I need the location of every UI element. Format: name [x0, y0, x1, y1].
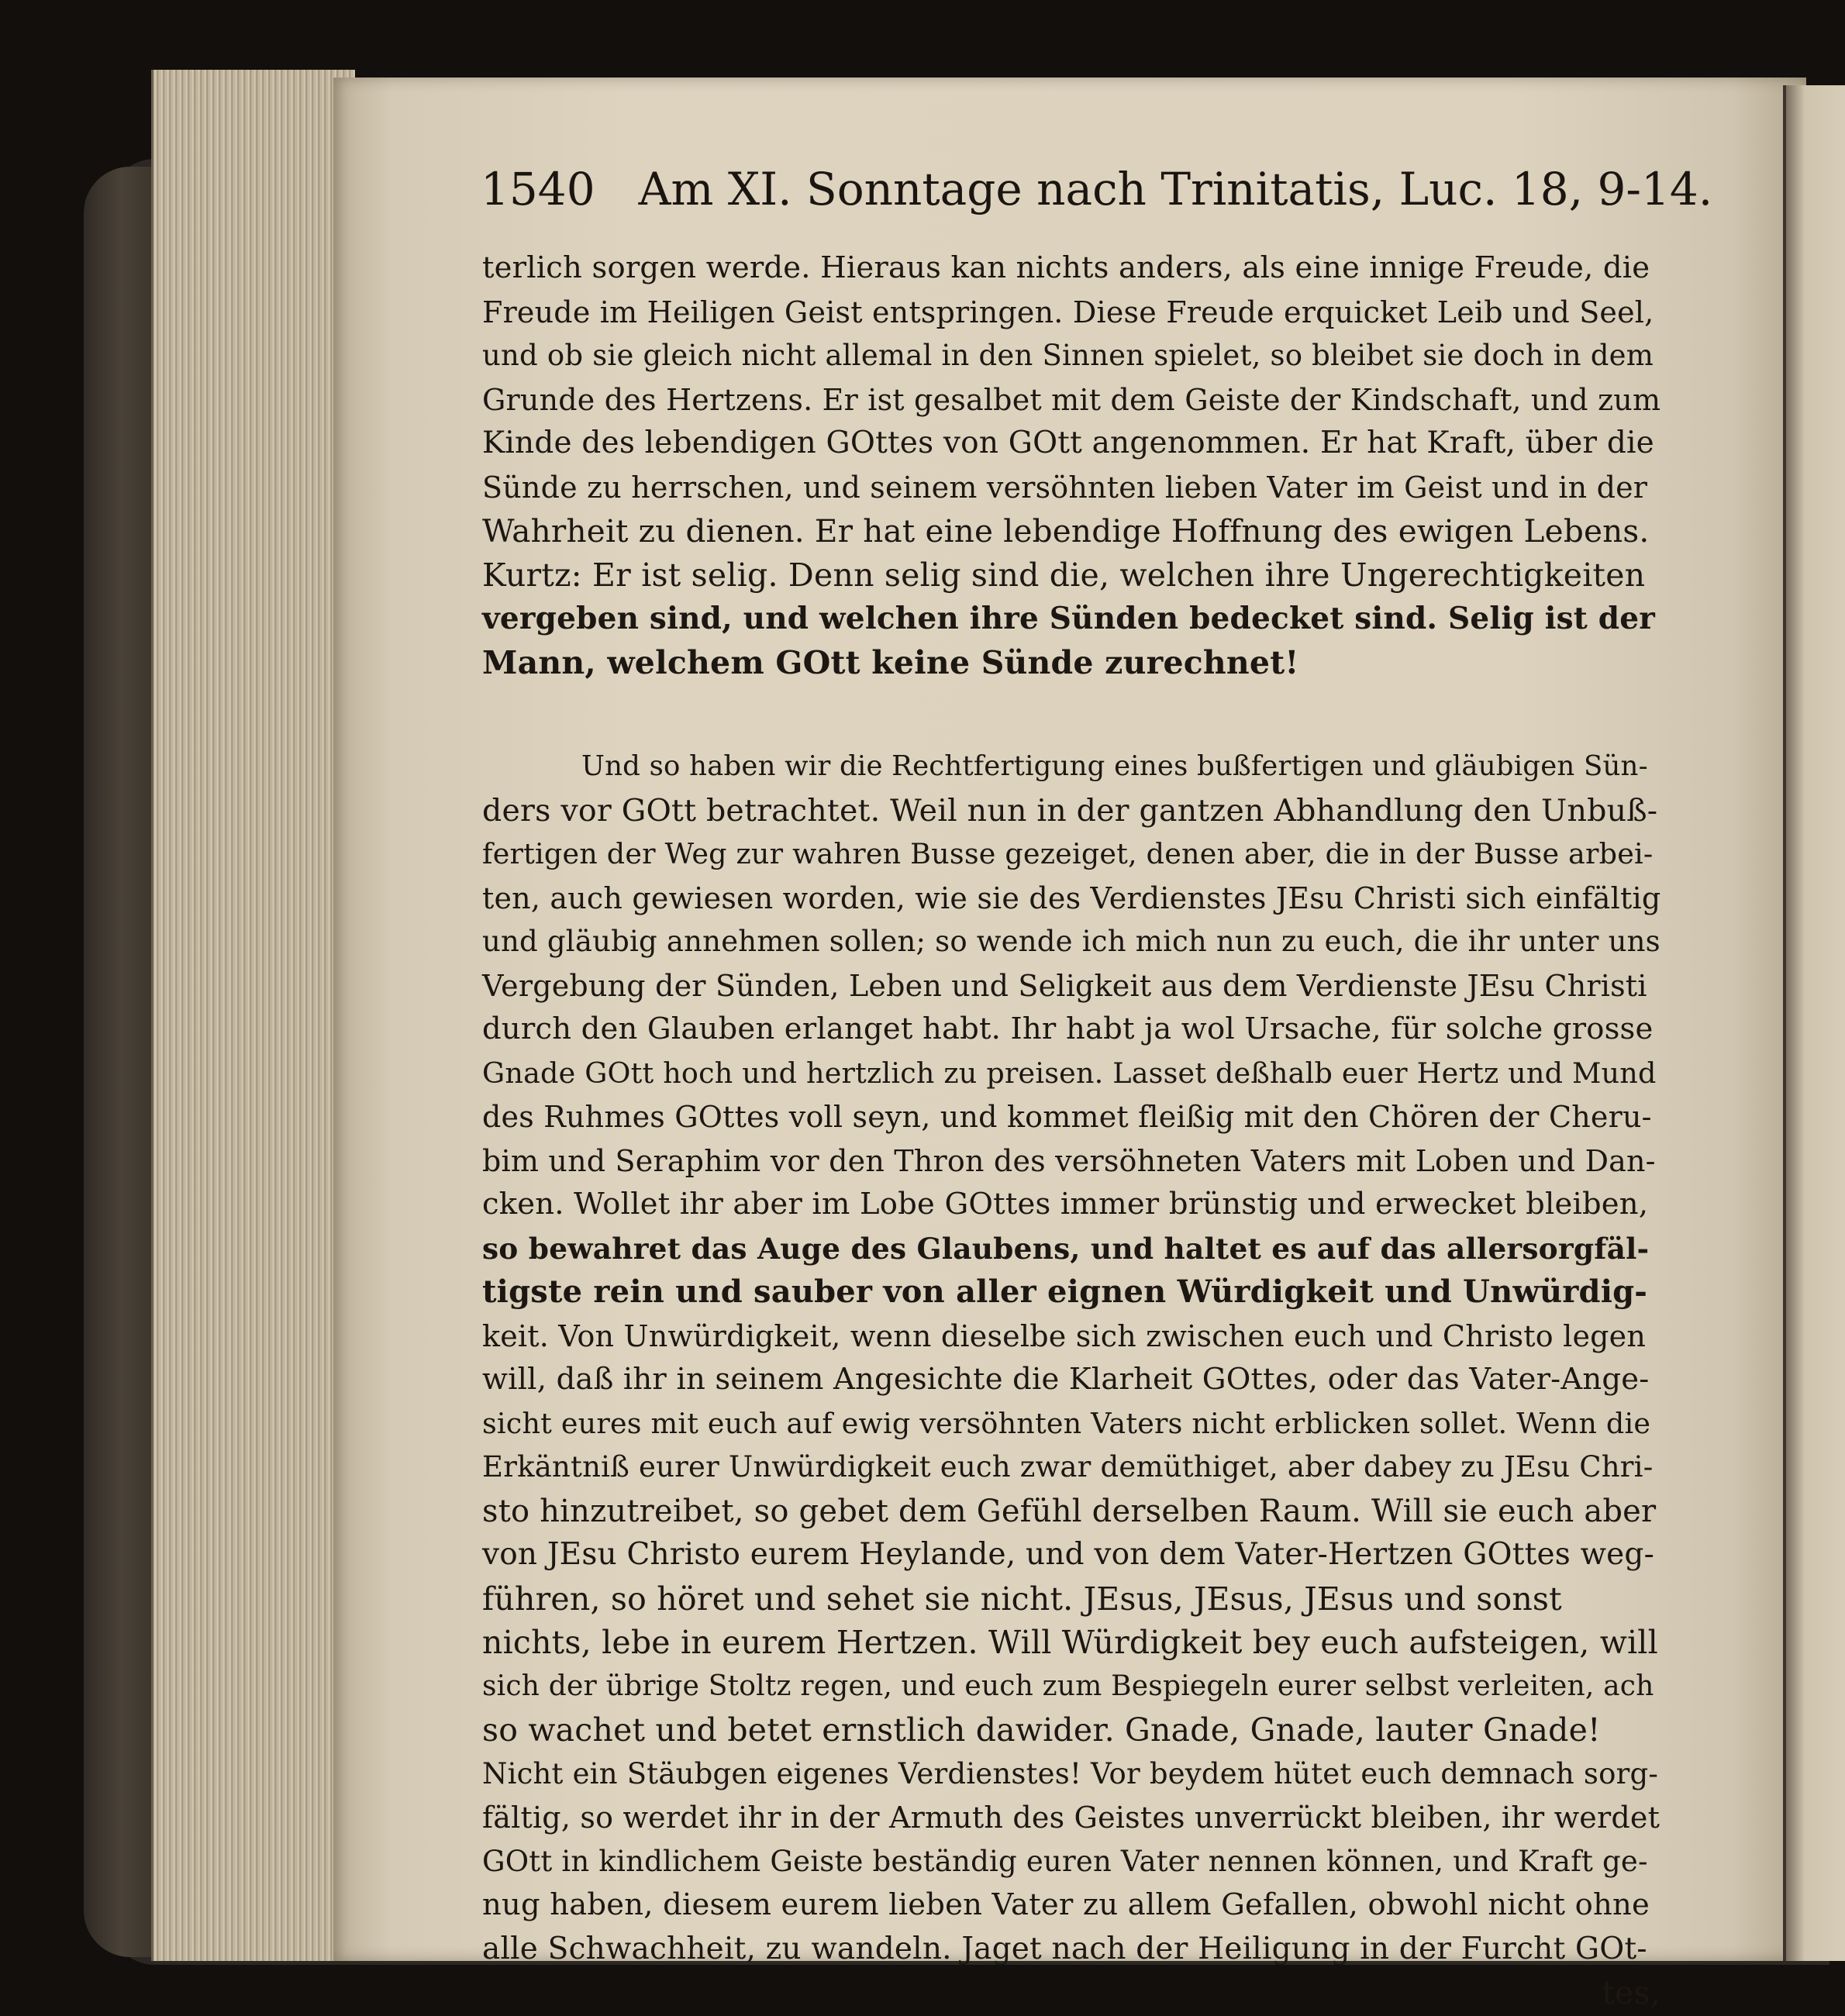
text-line: sicht eures mit euch auf ewig versöhnten Vaters nicht erblicken sollet. Wenn die — [482, 1406, 1651, 1440]
text-line: nichts, lebe in eurem Hertzen. Will Würdigkeit bey euch aufsteigen, will — [482, 1624, 1658, 1661]
text-line: ders vor GOtt betrachtet. Weil nun in der gantzen Abhandlung den Unbuß- — [482, 792, 1658, 829]
text-line: des Ruhmes GOttes voll seyn, und kommet fleißig mit den Chören der Cheru- — [482, 1100, 1652, 1134]
text-line: und gläubig annehmen sollen; so wende ich mich nun zu euch, die ihr unter uns — [482, 925, 1660, 958]
text-line: sto hinzutreibet, so gebet dem Gefühl derselben Raum. Will sie euch aber — [482, 1493, 1657, 1529]
text-line: von JEsu Christo eurem Heylande, und von dem Vater-Hertzen GOttes weg- — [482, 1537, 1654, 1572]
text-line: nug haben, diesem eurem lieben Vater zu allem Gefallen, obwohl nicht ohne — [482, 1887, 1650, 1922]
text-line: vergeben sind, und welchen ihre Sünden bedecket sind. Selig ist der — [482, 601, 1656, 636]
text-line: keit. Von Unwürdigkeit, wenn dieselbe sich zwischen euch und Christo legen — [482, 1318, 1647, 1353]
page-header — [481, 163, 1713, 233]
text-line: Gnade GOtt hoch und hertzlich zu preisen. Lasset deßhalb euer Hertz und Mund — [482, 1056, 1657, 1090]
facing-page-edge — [1783, 85, 1845, 1961]
text-line: Freude im Heiligen Geist entspringen. Diese Freude erquicket Leib und Seel, — [482, 295, 1654, 329]
text-line: terlich sorgen werde. Hieraus kan nichts anders, als eine innige Freude, die — [482, 250, 1650, 285]
text-line: so bewahret das Auge des Glaubens, und haltet es auf das allersorgfäl- — [482, 1231, 1650, 1266]
text-line: Kurtz: Er ist selig. Denn selig sind die, welchen ihre Ungerechtigkeiten — [482, 556, 1646, 594]
text-line: Vergebung der Sünden, Leben und Seligkeit aus dem Verdienste JEsu Christi — [482, 968, 1647, 1003]
text-line: tigste rein und sauber von aller eignen Würdigkeit und Unwürdig- — [482, 1273, 1648, 1310]
text-line: sich der übrige Stoltz regen, und euch zum Bespiegeln eurer selbst verleiten, ach — [482, 1670, 1654, 1702]
text-line: will, daß ihr in seinem Angesichte die Klarheit GOttes, oder das Vater-Ange- — [482, 1362, 1650, 1397]
text-line: Nicht ein Stäubgen eigenes Verdienstes! Vor beydem hütet euch demnach sorg- — [482, 1756, 1659, 1790]
text-line: ten, auch gewiesen worden, wie sie des Verdienstes JEsu Christi sich einfältig — [482, 880, 1661, 915]
text-line: und ob sie gleich nicht allemal in den Sinnen spielet, so bleibet sie doch in dem — [482, 339, 1654, 372]
text-line: durch den Glauben erlanget habt. Ihr habt ja wol Ursache, für solche grosse — [482, 1011, 1654, 1046]
text-line: alle Schwachheit, zu wandeln. Jaget nach der Heiligung in der Furcht GOt- — [482, 1931, 1647, 1966]
text-line: Wahrheit zu dienen. Er hat eine lebendige Hoffnung des ewigen Lebens. — [482, 512, 1650, 550]
page-number: 1540 — [481, 163, 595, 215]
text-line: so wachet und betet ernstlich dawider. Gnade, Gnade, lauter Gnade! — [482, 1711, 1601, 1749]
text-line: cken. Wollet ihr aber im Lobe GOttes immer brünstig und erwecket bleiben, — [482, 1187, 1649, 1222]
page-edges — [151, 70, 355, 1961]
paragraph-2 — [482, 745, 1660, 1971]
text-line: bim und Seraphim vor den Thron des versöhneten Vaters mit Loben und Dan- — [482, 1143, 1656, 1178]
paragraph-1 — [482, 246, 1660, 684]
text-line: Und so haben wir die Rechtfertigung eines bußfertigen und gläubigen Sün- — [581, 750, 1648, 782]
text-line: Mann, welchem GOtt keine Sünde zurechnet! — [482, 643, 1299, 681]
text-line: Grunde des Hertzens. Er ist gesalbet mit dem Geiste der Kindschaft, und zum — [482, 382, 1661, 417]
text-line: fertigen der Weg zur wahren Busse gezeiget, denen aber, die in der Busse arbei- — [482, 837, 1654, 870]
running-title: Am XI. Sonntage nach Trinitatis, Luc. 18, 9-14. — [638, 163, 1713, 215]
page-body — [482, 246, 1660, 2015]
text-line: Kinde des lebendigen GOttes von GOtt angenommen. Er hat Kraft, über die — [482, 426, 1654, 460]
text-line: Sünde zu herrschen, und seinem versöhnten lieben Vater im Geist und in der — [482, 470, 1648, 505]
text-line: GOtt in kindlichem Geiste beständig euren Vater nennen können, und Kraft ge- — [482, 1844, 1648, 1878]
text-line: Erkäntniß eurer Unwürdigkeit euch zwar demüthiget, aber dabey zu JEsu Chri- — [482, 1450, 1654, 1484]
text-line: fältig, so werdet ihr in der Armuth des Geistes unverrückt bleiben, ihr werdet — [482, 1801, 1660, 1835]
catchword: tes, — [1602, 1974, 1660, 2011]
paragraph-gap — [482, 684, 1660, 745]
text-line: führen, so höret und sehet sie nicht. JEsus, JEsus, JEsus und sonst — [482, 1580, 1562, 1618]
